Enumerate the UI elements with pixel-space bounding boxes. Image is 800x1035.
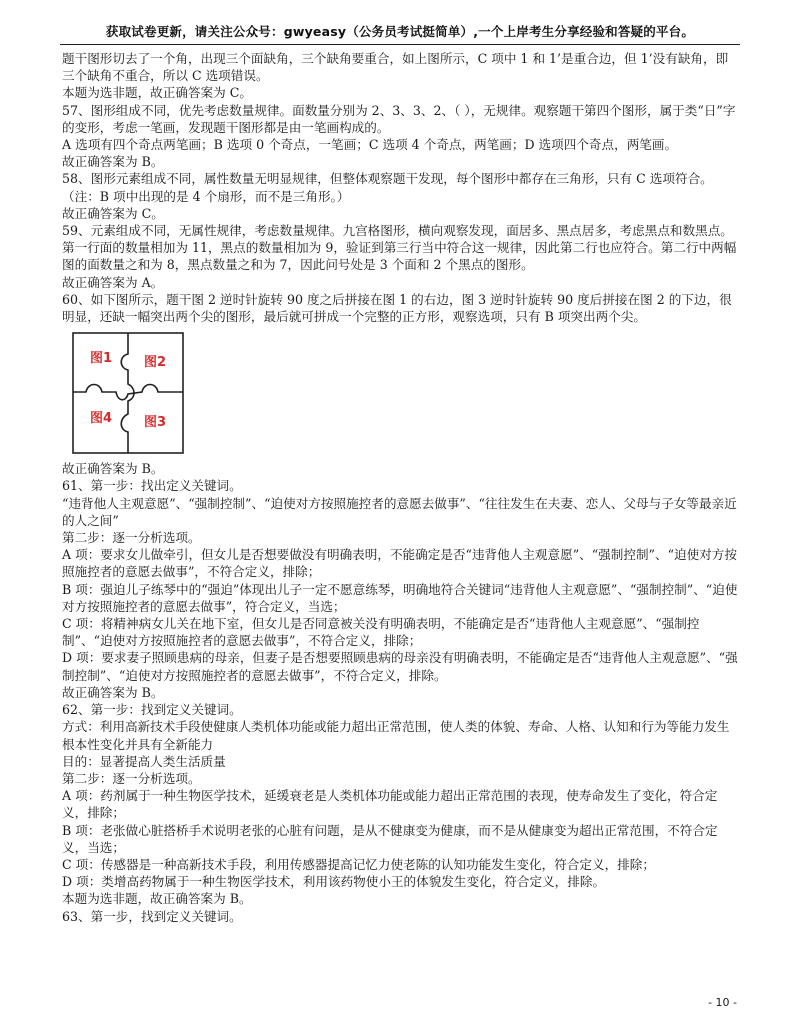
paragraph: 第二步：逐一分析选项。 (62, 530, 201, 546)
paragraph: 60、如下图所示，题干图 2 逆时针旋转 90 度之后拼接在图 1 的右边，图 3 逆时针旋转 90 度后拼接在图 2 的下边，很明显，还缺一幅突出两个尖的图形，最后就可拼成一个完整的正方形，观察选项，只有 B 项突出两个尖。 (62, 291, 732, 325)
paragraph: 故正确答案为 B。 (62, 684, 164, 700)
paragraph: 本题为选非题，故正确答案为 C。 (62, 85, 252, 101)
paragraph: B 项：强迫儿子练琴中的“强迫”体现出儿子一定不愿意练琴，明确地符合关键词“违背他人主观意愿”、“强制控制”、“迫使对方按照施控者的意愿去做事”，符合定义，当选； (62, 581, 738, 614)
paragraph: A 项：要求女儿做牵引，但女儿是否想要做没有明确表明，不能确定是否“违背他人主观意愿”、“强制控制”、“迫使对方按照施控者的意愿去做事”，不符合定义，排除； (62, 547, 737, 580)
document-body (62, 50, 740, 925)
paragraph: 方式：利用高新技术手段使健康人类机体功能或能力超出正常范围，使人类的体貌、寿命、人格、认知和行为等能力发生根本性变化并具有全新能力 (62, 719, 730, 752)
paragraph: 第二步：逐一分析选项。 (62, 770, 201, 786)
paragraph: B 项：老张做心脏搭桥手术说明老张的心脏有问题，是从不健康变为健康，而不是从健康变为超出正常范围，不符合定义，当选； (62, 822, 718, 855)
paragraph: 故正确答案为 A。 (62, 274, 164, 290)
paragraph: 58、图形元素组成不同，属性数量无明显规律，但整体观察题干发现，每个图形中都存在三角形，只有 C 选项符合。（注：B 项中出现的是 4 个扇形，而不是三角形。） (62, 171, 713, 204)
paragraph: 63、第一步，找到定义关键词。 (62, 908, 242, 924)
paragraph: “违背他人主观意愿”、“强制控制”、“迫使对方按照施控者的意愿去做事”、“往往发生在夫妻、恋人、父母与子女等最亲近的人之间” (62, 495, 737, 528)
paragraph: A 项：药剂属于一种生物医学技术，延缓衰老是人类机体功能或能力超出正常范围的表现，使寿命发生了变化，符合定义，排除； (62, 788, 718, 821)
paragraph: 59、元素组成不同，无属性规律，考虑数量规律。九宫格图形，横向观察发现，面居多、黑点居多，考虑黑点和数黑点。第一行面的数量相加为 11，黑点的数量相加为 9，验证到第三行当中符合这一规律，因此第二行也应符合。第二行中两幅图的面数量之和为 8，黑点数量之和为 7，因此问号处是 3 个面和 2 个黑点的图形。 (62, 223, 737, 273)
puzzle-diagram (72, 332, 184, 454)
paragraph: 题干图形切去了一个角，出现三个面缺角，三个缺角要重合，如上图所示，C 项中 1 和 1’是重合边，但 1’没有缺角，即三个缺角不重合，所以 C 选项错误。 (62, 51, 729, 84)
paragraph: 本题为选非题，故正确答案为 B。 (62, 891, 252, 907)
header-divider (60, 44, 740, 45)
puzzle-label-2: 图2 (144, 355, 167, 371)
paragraph: C 项：将精神病女儿关在地下室，但女儿是否同意被关没有明确表明，不能确定是否“违背他人主观意愿”、“强制控制”、“迫使对方按照施控者的意愿去做事”，不符合定义，排除； (62, 616, 700, 649)
puzzle-figure (72, 332, 184, 454)
page-header: 获取试卷更新，请关注公众号：gwyeasy（公务员考试挺简单）,一个上岸考生分享经验和答疑的平台。 (105, 24, 695, 39)
paragraph: A 选项有四个奇点两笔画；B 选项 0 个奇点，一笔画；C 选项 4 个奇点，两笔画；D 选项四个奇点，两笔画。 (62, 137, 678, 153)
paragraph: C 项：传感器是一种高新技术手段，利用传感器提高记忆力使老陈的认知功能发生变化，符合定义，排除； (62, 856, 655, 872)
puzzle-label-1: 图1 (90, 351, 113, 367)
paragraph: 故正确答案为 B。 (62, 461, 164, 477)
paragraph: 目的：显著提高人类生活质量 (62, 753, 226, 769)
puzzle-label-3: 图3 (144, 415, 167, 431)
paragraph: 62、第一步：找到定义关键词。 (62, 702, 242, 718)
paragraph: 61、第一步：找出定义关键词。 (62, 478, 242, 494)
paragraph: D 项：类增高药物属于一种生物医学技术，利用该药物使小王的体貌发生变化，符合定义，排除。 (62, 874, 606, 890)
paragraph: 故正确答案为 C。 (62, 205, 164, 221)
puzzle-label-4: 图4 (90, 411, 113, 427)
paragraph: 57、图形组成不同，优先考虑数量规律。面数量分别为 2、3、3、2、（ ），无规律。观察题干第四个图形，属于类“日”字的变形，考虑一笔画，发现题干图形都是由一笔画构成的。 (62, 102, 736, 135)
paragraph: 故正确答案为 B。 (62, 154, 164, 170)
paragraph: D 项：要求妻子照顾患病的母亲，但妻子是否想要照顾患病的母亲没有明确表明，不能确定是否“违背他人主观意愿”、“强制控制”、“迫使对方按照施控者的意愿去做事”，不符合定义，排除。 (62, 650, 738, 683)
page-number: - 10 - (708, 996, 737, 1009)
